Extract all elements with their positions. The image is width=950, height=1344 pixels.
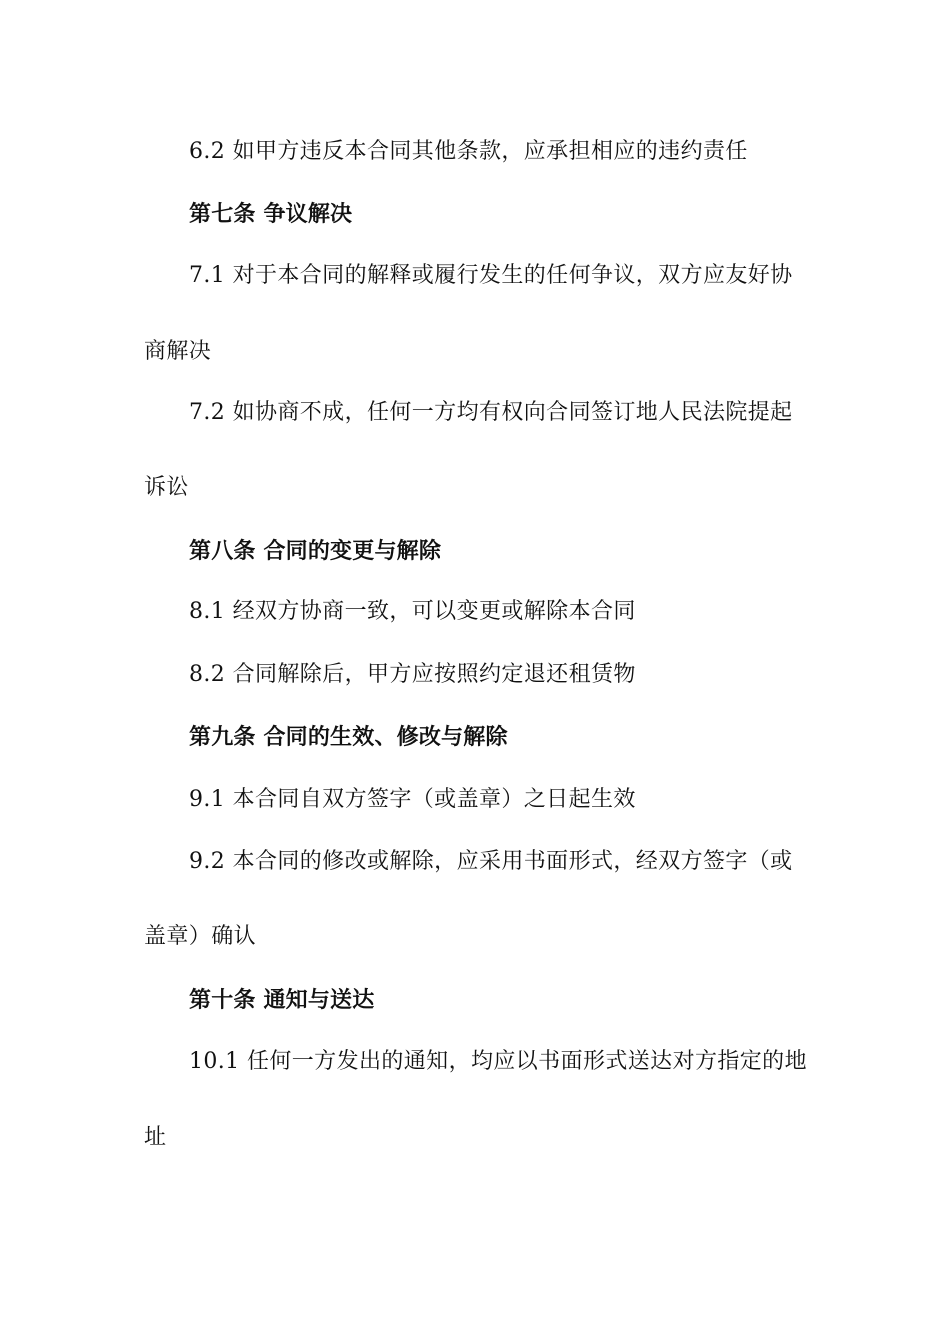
clause-8-1: 8.1 经双方协商一致，可以变更或解除本合同 bbox=[189, 599, 636, 624]
article-7-heading: 第七条 争议解决 bbox=[189, 201, 353, 227]
clause-8-2: 8.2 合同解除后，甲方应按照约定退还租赁物 bbox=[189, 662, 636, 687]
clause-7-2: 7.2 如协商不成，任何一方均有权向合同签订地人民法院提起 bbox=[189, 400, 793, 425]
article-10-heading: 第十条 通知与送达 bbox=[189, 987, 375, 1013]
clause-9-2: 9.2 本合同的修改或解除，应采用书面形式，经双方签字（或 bbox=[189, 849, 793, 874]
clause-7-1-continuation: 商解决 bbox=[144, 339, 212, 364]
clause-7-1: 7.1 对于本合同的解释或履行发生的任何争议，双方应友好协 bbox=[189, 263, 793, 288]
article-8-heading: 第八条 合同的变更与解除 bbox=[189, 538, 442, 564]
article-9-heading: 第九条 合同的生效、修改与解除 bbox=[189, 724, 508, 750]
clause-6-2: 6.2 如甲方违反本合同其他条款，应承担相应的违约责任 bbox=[189, 139, 748, 164]
clause-10-1-continuation: 址 bbox=[144, 1125, 167, 1150]
clause-9-2-continuation: 盖章）确认 bbox=[144, 924, 257, 949]
clause-9-1: 9.1 本合同自双方签字（或盖章）之日起生效 bbox=[189, 787, 636, 812]
clause-10-1: 10.1 任何一方发出的通知，均应以书面形式送达对方指定的地 bbox=[189, 1049, 807, 1074]
clause-7-2-continuation: 诉讼 bbox=[144, 475, 189, 500]
